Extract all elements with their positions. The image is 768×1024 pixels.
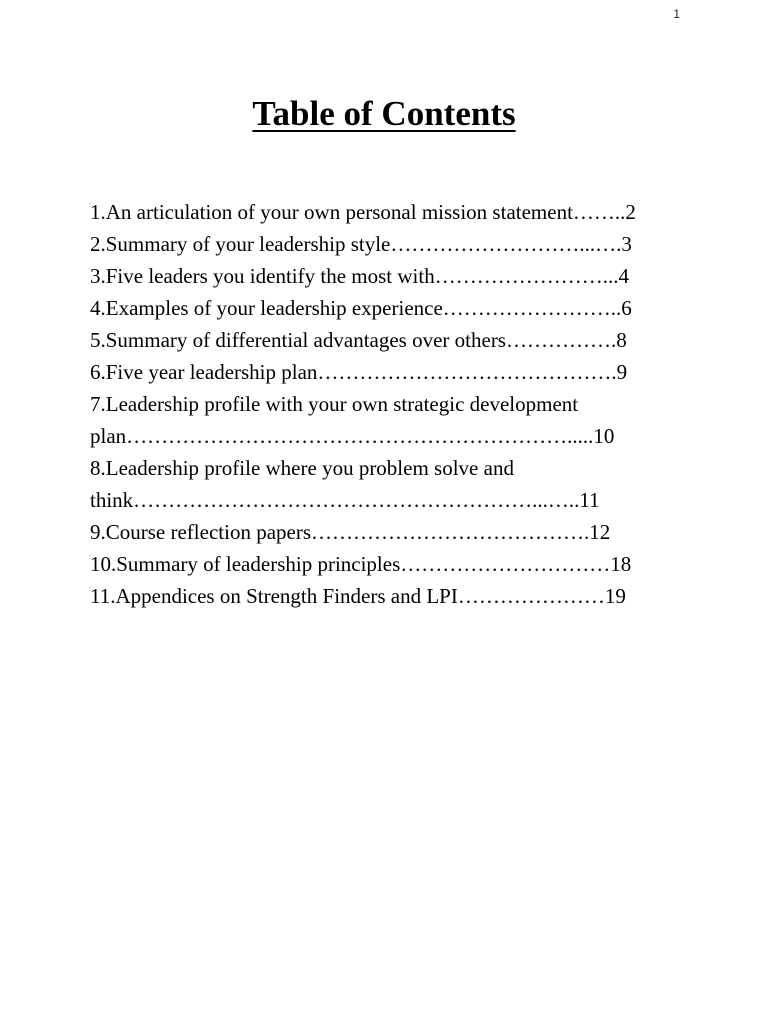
toc-entry-continuation: think…………………………………………………...…..11 — [90, 488, 600, 512]
toc-entry-text: 10.Summary of leadership principles…………………………18 — [90, 552, 632, 576]
toc-entry-8 — [90, 452, 710, 516]
toc-entry-5 — [90, 324, 710, 356]
page-number: 1 — [673, 7, 680, 21]
toc-entry-text: 4.Examples of your leadership experience……………………..6 — [90, 296, 632, 320]
toc-entry-text: 5.Summary of differential advantages over others…………….8 — [90, 328, 627, 352]
toc-entry-9 — [90, 516, 710, 548]
toc-entry-3 — [90, 260, 710, 292]
toc-entry-text: 2.Summary of your leadership style………………………...….3 — [90, 232, 632, 256]
toc-entry-7 — [90, 388, 710, 452]
page-title-text: Table of Contents — [252, 94, 516, 133]
toc-entry-text: 1.An articulation of your own personal mission statement……..2 — [90, 200, 636, 224]
toc-entry-1 — [90, 196, 710, 228]
toc-entry-2 — [90, 228, 710, 260]
toc-entry-continuation: plan……………………………………………………….....10 — [90, 424, 615, 448]
toc-entry-text: 8.Leadership profile where you problem solve and — [90, 456, 514, 480]
toc-entry-text: 6.Five year leadership plan…………………………………….9 — [90, 360, 628, 384]
toc-entry-text: 3.Five leaders you identify the most with……………………...4 — [90, 264, 629, 288]
toc-entry-11 — [90, 580, 710, 612]
table-of-contents — [90, 196, 710, 612]
toc-entry-text: 9.Course reflection papers………………………………….12 — [90, 520, 611, 544]
toc-entry-4 — [90, 292, 710, 324]
toc-entry-6 — [90, 356, 710, 388]
toc-entry-text: 11.Appendices on Strength Finders and LPI…………………19 — [90, 584, 626, 608]
toc-entry-text: 7.Leadership profile with your own strategic development — [90, 392, 579, 416]
toc-entry-10 — [90, 548, 710, 580]
page-title — [0, 94, 768, 134]
